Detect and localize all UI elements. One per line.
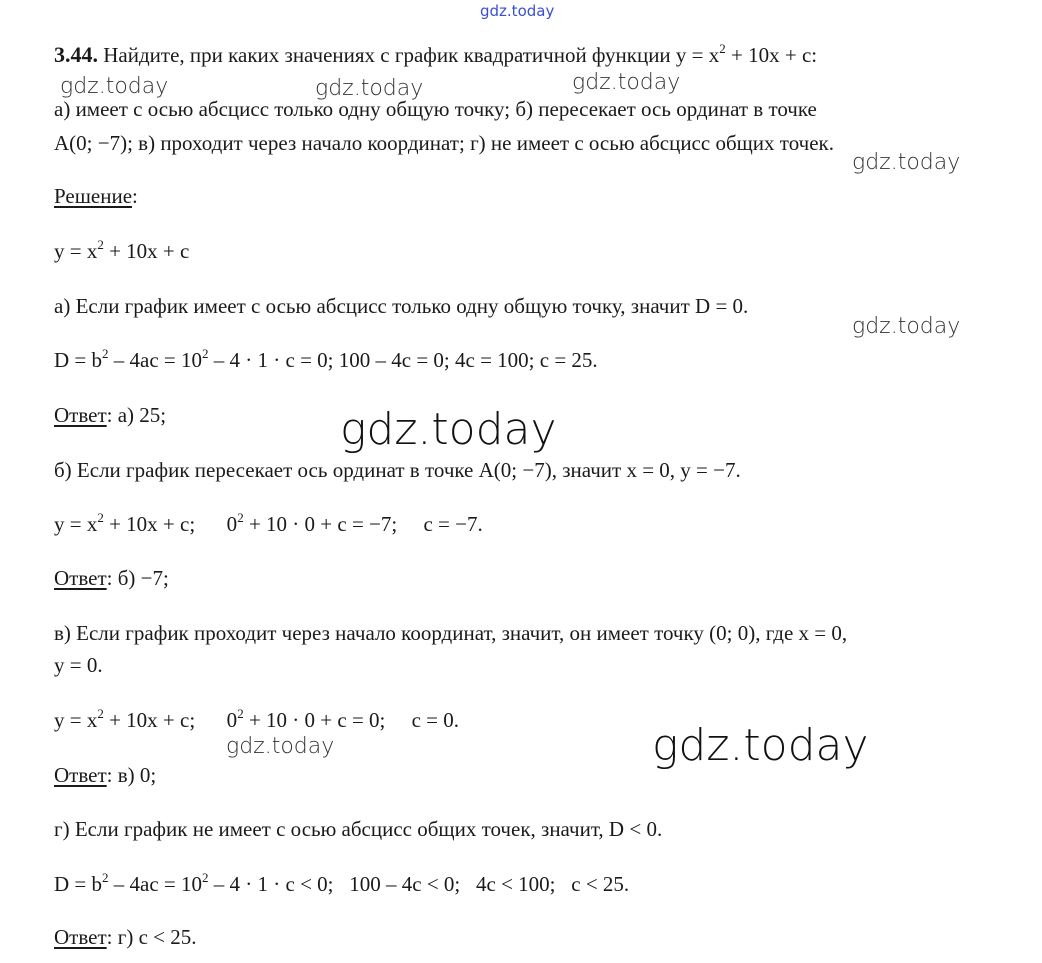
solution-colon: : [132,184,138,208]
answer-label: Ответ [54,403,107,427]
solution-function [54,237,190,263]
answer-label: Ответ [54,566,107,590]
part-a-answer [54,405,166,426]
part-b-text: б) Если график пересекает ось ординат в точке A(0; −7), значит x = 0, y = −7. [54,458,741,482]
eq-part: – 4ac = 10 [108,872,203,896]
watermark-large: gdz.today [652,720,869,771]
eq-part: y = x [54,512,98,536]
eq-part: y = x [54,708,98,732]
answer-value: : б) −7; [106,566,169,590]
exponent: 2 [202,346,209,361]
answer-label: Ответ [54,925,107,949]
solution-heading [54,186,138,207]
exponent: 2 [97,237,104,252]
eq-part: D = b [54,872,103,896]
exponent: 2 [102,346,109,361]
part-v-text-2: y = 0. [54,653,103,677]
part-v-answer [54,765,156,786]
problem-statement [54,41,818,67]
watermark: gdz.today [852,150,961,175]
part-g-text: г) Если график не имеет с осью абсцисс общих точек, значит, D < 0. [54,817,663,841]
watermark: gdz.today [315,76,424,101]
answer-label: Ответ [54,763,107,787]
eq-part: – 4 · 1 · c = 0; 100 – 4c = 0; 4c = 100; c = 25. [208,348,598,372]
answer-value: : в) 0; [106,763,157,787]
answer-value: : г) c < 25. [106,925,197,949]
problem-intro: Найдите, при каких значениях c график квадратичной функции y = x [103,43,720,67]
watermark: gdz.today [572,70,681,95]
eq-part: + 10x + c; 0 [103,512,238,536]
watermark-top: gdz.today [480,2,555,20]
eq-part: + 10 · 0 + c = 0; c = 0. [243,708,460,732]
exponent: 2 [719,41,726,56]
part-a-text: а) Если график имеет с осью абсцисс только одну общую точку, значит D = 0. [54,294,749,318]
part-b-answer [54,568,169,589]
exponent: 2 [202,870,209,885]
exponent: 2 [97,510,104,525]
watermark: gdz.today [60,74,169,99]
problem-line-2: а) имеет с осью абсцисс только одну общую точку; б) пересекает ось ординат в точке [54,97,817,121]
eq-part: – 4ac = 10 [108,348,203,372]
part-a-equation [54,346,598,372]
part-v-equation [54,706,460,732]
part-b-equation [54,510,483,536]
eq-part: + 10x + c; 0 [103,708,238,732]
exponent: 2 [237,510,244,525]
part-g-equation [54,870,630,896]
eq-part: + 10 · 0 + c = −7; c = −7. [243,512,483,536]
func-part: + 10x + c [103,239,190,263]
solution-label: Решение [54,184,133,208]
problem-line-3: A(0; −7); в) проходит через начало координат; г) не имеет с осью абсцисс общих точек. [54,131,834,155]
eq-part: D = b [54,348,103,372]
answer-value: : а) 25; [106,403,167,427]
part-g-answer [54,927,197,948]
problem-number: 3.44. [54,42,98,67]
func-part: y = x [54,239,98,263]
watermark-large: gdz.today [340,404,557,455]
part-v-text: в) Если график проходит через начало координат, значит, он имеет точку (0; 0), где x = 0, [54,621,848,645]
eq-part: – 4 · 1 · c < 0; 100 – 4c < 0; 4c < 100; c < 25. [208,872,630,896]
watermark: gdz.today [226,734,335,759]
exponent: 2 [102,870,109,885]
exponent: 2 [237,706,244,721]
exponent: 2 [97,706,104,721]
problem-intro-tail: + 10x + c: [725,43,818,67]
watermark: gdz.today [852,314,961,339]
